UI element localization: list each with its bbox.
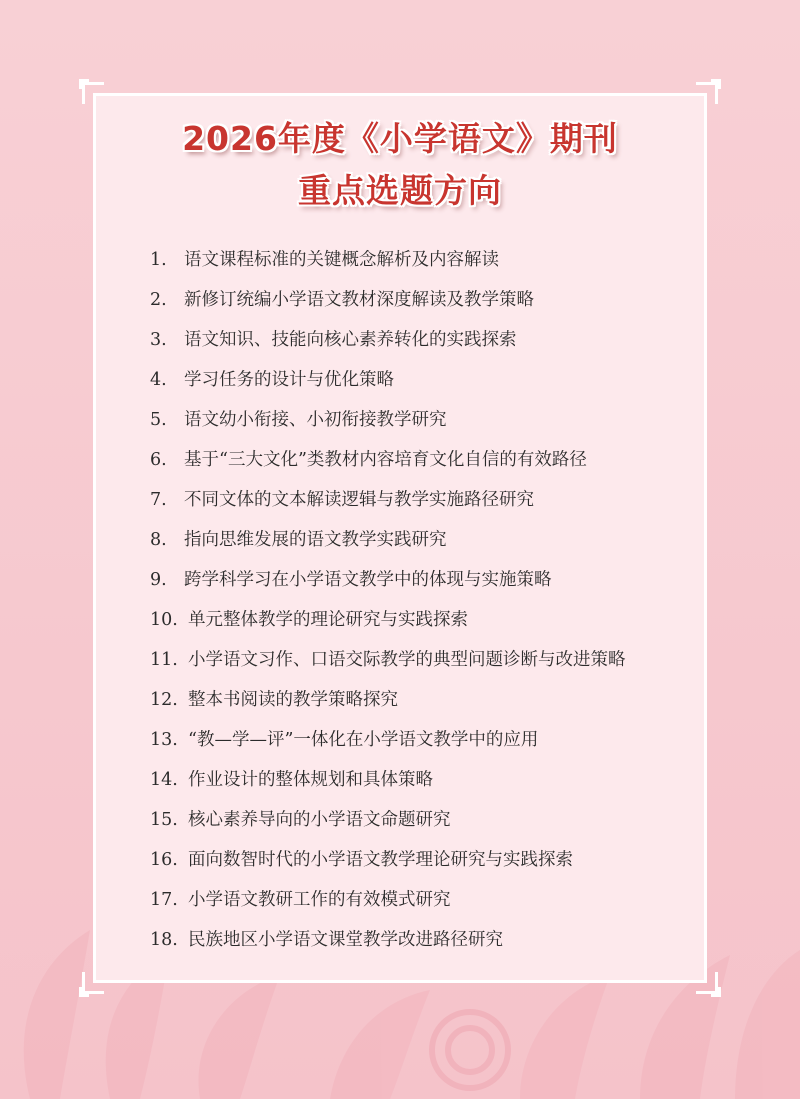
item-number: 1.: [150, 250, 167, 270]
item-text: 基于“三大文化”类教材内容培育文化自信的有效路径: [184, 450, 587, 470]
item-number: 9.: [150, 570, 167, 590]
item-text: 整本书阅读的教学策略探究: [188, 690, 398, 710]
list-item: [150, 526, 626, 566]
item-text: “教—学—评”一体化在小学语文教学中的应用: [188, 730, 539, 750]
list-item: [150, 566, 626, 606]
list-item: [150, 486, 626, 526]
list-item: [150, 766, 626, 806]
list-item: [150, 326, 626, 366]
item-number: 14.: [150, 770, 178, 790]
item-text: 小学语文教研工作的有效模式研究: [188, 890, 451, 910]
list-item: [150, 366, 626, 406]
item-number: 13.: [150, 730, 178, 750]
item-number: 5.: [150, 410, 167, 430]
item-number: 8.: [150, 530, 167, 550]
list-item: [150, 926, 626, 966]
item-text: 语文课程标准的关键概念解析及内容解读: [184, 250, 499, 270]
corner-ornament: [696, 972, 718, 994]
item-number: 16.: [150, 850, 178, 870]
item-number: 6.: [150, 450, 167, 470]
item-number: 2.: [150, 290, 167, 310]
item-number: 7.: [150, 490, 167, 510]
item-text: 指向思维发展的语文教学实践研究: [184, 530, 447, 550]
item-text: 作业设计的整体规划和具体策略: [188, 770, 433, 790]
list-item: [150, 886, 626, 926]
item-text: 民族地区小学语文课堂教学改进路径研究: [188, 930, 503, 950]
list-item: [150, 406, 626, 446]
item-number: 4.: [150, 370, 167, 390]
list-item: [150, 846, 626, 886]
list-item: [150, 606, 626, 646]
list-item: [150, 646, 626, 686]
item-number: 11.: [150, 650, 178, 670]
topic-list: [150, 246, 626, 966]
corner-ornament: [82, 972, 104, 994]
list-item: [150, 686, 626, 726]
item-number: 3.: [150, 330, 167, 350]
item-text: 面向数智时代的小学语文教学理论研究与实践探索: [188, 850, 573, 870]
list-item: [150, 806, 626, 846]
list-item: [150, 726, 626, 766]
list-item: [150, 446, 626, 486]
item-text: 不同文体的文本解读逻辑与教学实施路径研究: [184, 490, 534, 510]
item-text: 新修订统编小学语文教材深度解读及教学策略: [184, 290, 534, 310]
item-text: 核心素养导向的小学语文命题研究: [188, 810, 451, 830]
item-text: 语文幼小衔接、小初衔接教学研究: [184, 410, 447, 430]
corner-ornament: [82, 82, 104, 104]
item-number: 10.: [150, 610, 178, 630]
item-number: 17.: [150, 890, 178, 910]
item-number: 18.: [150, 930, 178, 950]
corner-ornament: [696, 82, 718, 104]
item-number: 12.: [150, 690, 178, 710]
item-text: 单元整体教学的理论研究与实践探索: [188, 610, 468, 630]
item-text: 语文知识、技能向核心素养转化的实践探索: [184, 330, 517, 350]
page-subtitle: 重点选题方向: [298, 171, 502, 210]
list-item: [150, 286, 626, 326]
item-text: 小学语文习作、口语交际教学的典型问题诊断与改进策略: [188, 650, 626, 670]
item-text: 学习任务的设计与优化策略: [184, 370, 394, 390]
page-title: 2026年度《小学语文》期刊: [182, 119, 618, 158]
item-number: 15.: [150, 810, 178, 830]
item-text: 跨学科学习在小学语文教学中的体现与实施策略: [184, 570, 552, 590]
list-item: [150, 246, 626, 286]
